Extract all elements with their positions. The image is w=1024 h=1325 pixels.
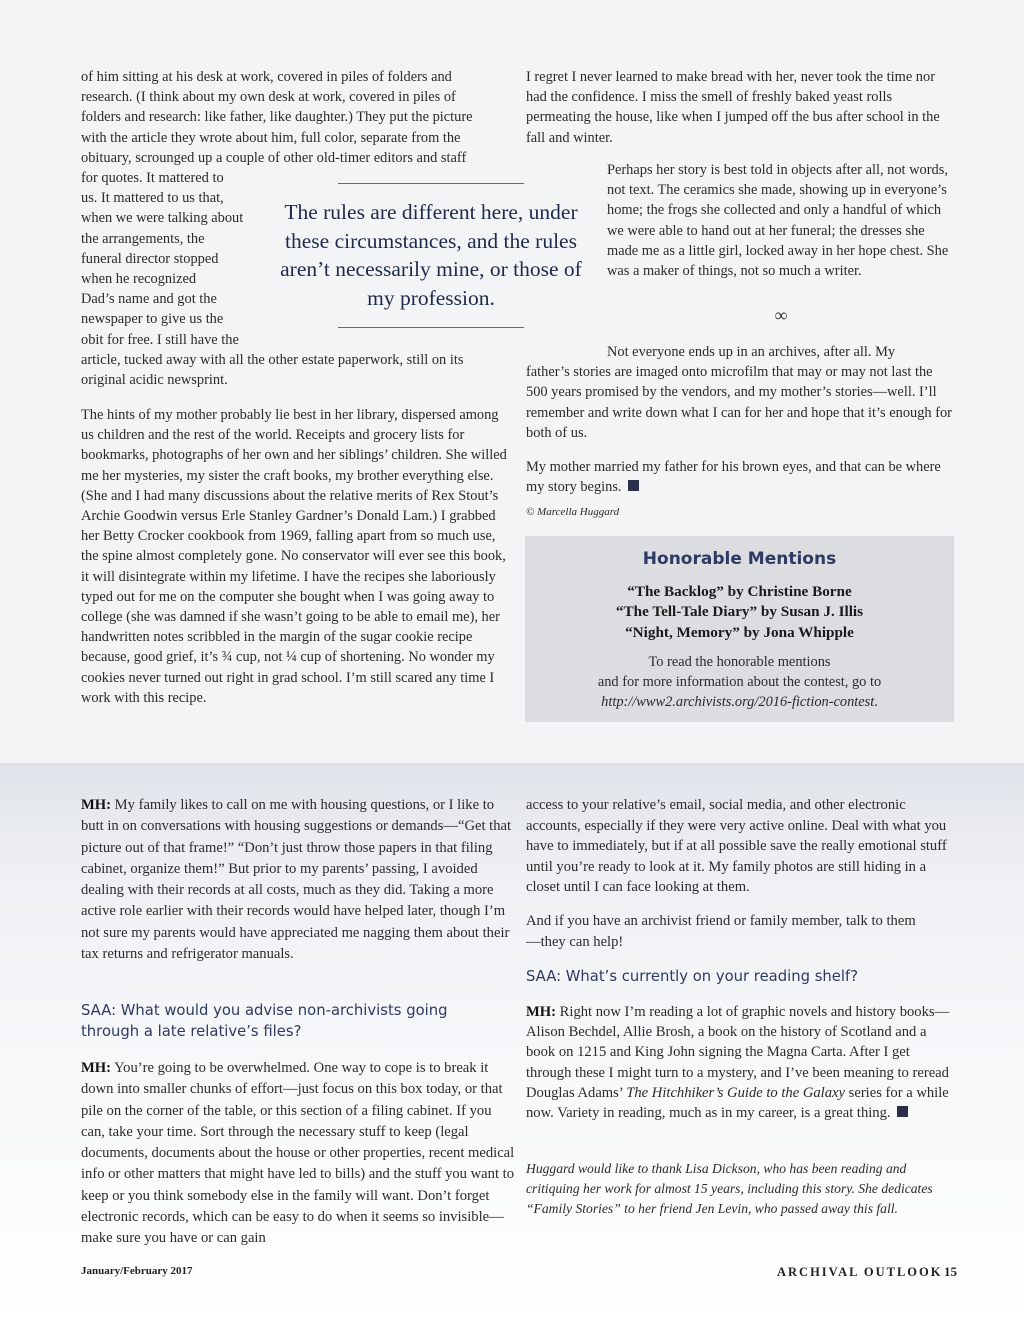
answer-text: series for a while now. Variety in reading, much as in my career, is a great thing.	[526, 1084, 949, 1122]
text-line: obituary, scrounged up a couple of other old-timer editors and staff	[81, 149, 467, 166]
interview-answer-2-continued: access to your relative’s email, social media, and other electronic accounts, especially if they were very active online. Deal with what you have to immediately, but if at all possible save the really emotional stuff until you’re ready to look at it. My family photos are still hiding in a closet until I can face looking at them.	[526, 797, 947, 896]
text-line: the arrangements, the	[81, 230, 205, 247]
honorable-mentions-list	[525, 582, 954, 643]
interview-question-2: SAA: What would you advise non-archivists going through a late relative’s files?	[81, 1002, 448, 1040]
section-ornament-icon: ∞	[774, 305, 788, 325]
text-line: for quotes. It mattered to	[81, 170, 224, 187]
text-line: original acidic newsprint.	[81, 372, 228, 389]
text-line: us. It mattered to us that,	[81, 190, 224, 207]
text-line: obit for free. I still have the	[81, 331, 239, 348]
text-line: newspaper to give us the	[81, 311, 224, 328]
acknowledgment-note: Huggard would like to thank Lisa Dickson, who has been reading and critiquing her work for almost 15 years, including this story. She dedicates “Family Stories” to her friend Jen Levin, who passed away this fall.	[526, 1161, 933, 1216]
text-line: when he recognized	[81, 271, 197, 288]
interview-question-3: SAA: What’s currently on your reading shelf?	[526, 968, 859, 985]
honorable-mention-entry: “The Backlog” by Christine Borne	[627, 583, 852, 600]
info-line: and for more information about the contest, go to	[597, 674, 882, 691]
contest-link[interactable]: http://www2.archivists.org/2016-fiction-contest	[601, 694, 875, 711]
answer-text: You’re going to be overwhelmed. One way to cope is to break it down into smaller chunks of effort—just focus on this box today, or that pile on the corner of the table, or this section of a filing cabinet. If you can, take your time. Sort through the necessary stuff to keep (legal documents, documents about the house or other properties, recent medical info or other matters that might have led to bills) and the stuff you want to keep or you think somebody else in the family will want. Don’t forget electronic records, which can be easy to do when it seems so invisible—make sure you have or can gain	[81, 1060, 515, 1247]
interview-answer-2-paragraph-2: And if you have an archivist friend or family member, talk to them—they can help!	[526, 913, 916, 950]
page-number: 15	[944, 1264, 957, 1279]
speaker-label: MH:	[81, 797, 111, 813]
info-line: To read the honorable mentions	[648, 654, 831, 670]
text-line: folders and research: like father, like daughter.) They put the picture	[81, 109, 473, 126]
speaker-label: MH:	[81, 1060, 111, 1076]
contest-url-line	[525, 692, 954, 712]
article-left-paragraph-2: The hints of my mother probably lie best in her library, dispersed among us children and the rest of the world. Receipts and grocery lists for bookmarks, photographs of her own and her siblings’ children. She willed me her mysteries, my sister the craft books, my brother everything else. (She and I had many discussions about the relative merits of Rex Stout’s Archie Goodwin versus Erle Stanley Gardner’s Donald Lam.) I grabbed her Betty Crocker cookbook from 1969, falling apart from so much use, the spine almost completely gone. No conservator will ever see this book, it will disintegrate within my lifetime. I have the recipes she laboriously typed out for me on the computer she bought when I was going away to college (she was damned if she wasn’t going to be able to email me), her handwritten notes scribbled in the margin of the sugar cookie recipe because, good grief, it’s ¾ cup, not ¼ cup of shortening. No wonder my cookies never turned out right in grad school. I’m still scared any time I work with this recipe.	[81, 407, 507, 706]
answer-text: Right now I’m reading a lot of graphic novels and history books—Alison Bechdel, Allie Brosh, a book on the history of Scotland and a book on 1215 and King John signing the Magna Carta. After I get through these I might turn to a mystery, and I’ve been meaning to reread Douglas Adams’	[526, 1004, 950, 1101]
text-line: article, tucked away with all the other estate paperwork, still on its	[81, 351, 464, 368]
article-right-paragraph-2: Perhaps her story is best told in objects after all, not words, not text. The ceramics she made, showing up in everyone’s home; the frogs she collected and only a handful of which we were able to hand out at her funeral; the dresses she made me as a little girl, locked away in her hope chest. She was a maker of things, not so much a writer.	[607, 162, 949, 280]
interview-answer-1	[81, 795, 515, 965]
text-line: when we were talking about	[81, 210, 244, 227]
publication-name: ARCHIVAL OUTLOOK	[777, 1265, 943, 1279]
paragraph-remainder: father’s stories are imaged onto microfilm that may or may not last the 500 years promised by the vendors, and my mother’s stories—well. I’ll remember and write down what I can for her and hope that it’s enough for both of us.	[526, 364, 952, 441]
text-line: with the article they wrote about him, full color, separate from the	[81, 129, 461, 146]
honorable-mentions-title: Honorable Mentions	[642, 549, 837, 569]
interview-answer-2	[81, 1058, 515, 1250]
text-line: Dad’s name and got the	[81, 291, 217, 308]
paragraph-first-line: Not everyone ends up in an archives, after all. My	[607, 344, 896, 360]
issue-date: January/February 2017	[81, 1265, 193, 1277]
url-period: .	[874, 694, 878, 711]
text-line: research. (I think about my own desk at work, covered in piles of	[81, 89, 456, 106]
honorable-mention-entry: “The Tell-Tale Diary” by Susan J. Illis	[615, 603, 864, 621]
book-title: The Hitchhiker’s Guide to the Galaxy	[626, 1084, 845, 1101]
article-right-paragraph-3	[526, 342, 956, 443]
text-line: of him sitting at his desk at work, covered in piles of folders and	[81, 69, 452, 85]
article-right-paragraph-1: I regret I never learned to make bread with her, never took the time nor had the confidence. I miss the smell of freshly baked yeast rolls permeating the house, like when I jumped off the bus after school in the fall and winter.	[526, 69, 940, 146]
honorable-mention-entry: “Night, Memory” by Jona Whipple	[625, 623, 854, 641]
answer-text: My family likes to call on me with housing questions, or I like to butt in on conversations with housing suggestions or demands—“Get that picture out of that frame!” “Don’t just throw those papers in that filing cabinet, organize them!” But prior to my parents’ passing, I avoided dealing with their records at all costs, much as they did. Taking a more active role earlier with their records would have helped later, though I’m not sure my parents would have appreciated me nagging them about their tax returns and refrigerator manuals.	[81, 797, 512, 963]
end-mark-icon	[628, 480, 639, 491]
copyright-notice: © Marcella Huggard	[526, 506, 620, 518]
end-mark-icon	[897, 1106, 908, 1117]
article-right-paragraph-4	[526, 457, 956, 497]
interview-answer-3	[526, 1002, 958, 1123]
closing-text: My mother married my father for his brown eyes, and that can be where my story begins.	[526, 459, 941, 496]
pull-quote-text: The rules are different here, under these circumstances, and the rules aren’t necessarily mine, or those of my profession.	[280, 200, 582, 310]
honorable-mentions-info	[525, 652, 954, 713]
text-line: funeral director stopped	[81, 250, 219, 267]
speaker-label: MH:	[526, 1004, 556, 1020]
